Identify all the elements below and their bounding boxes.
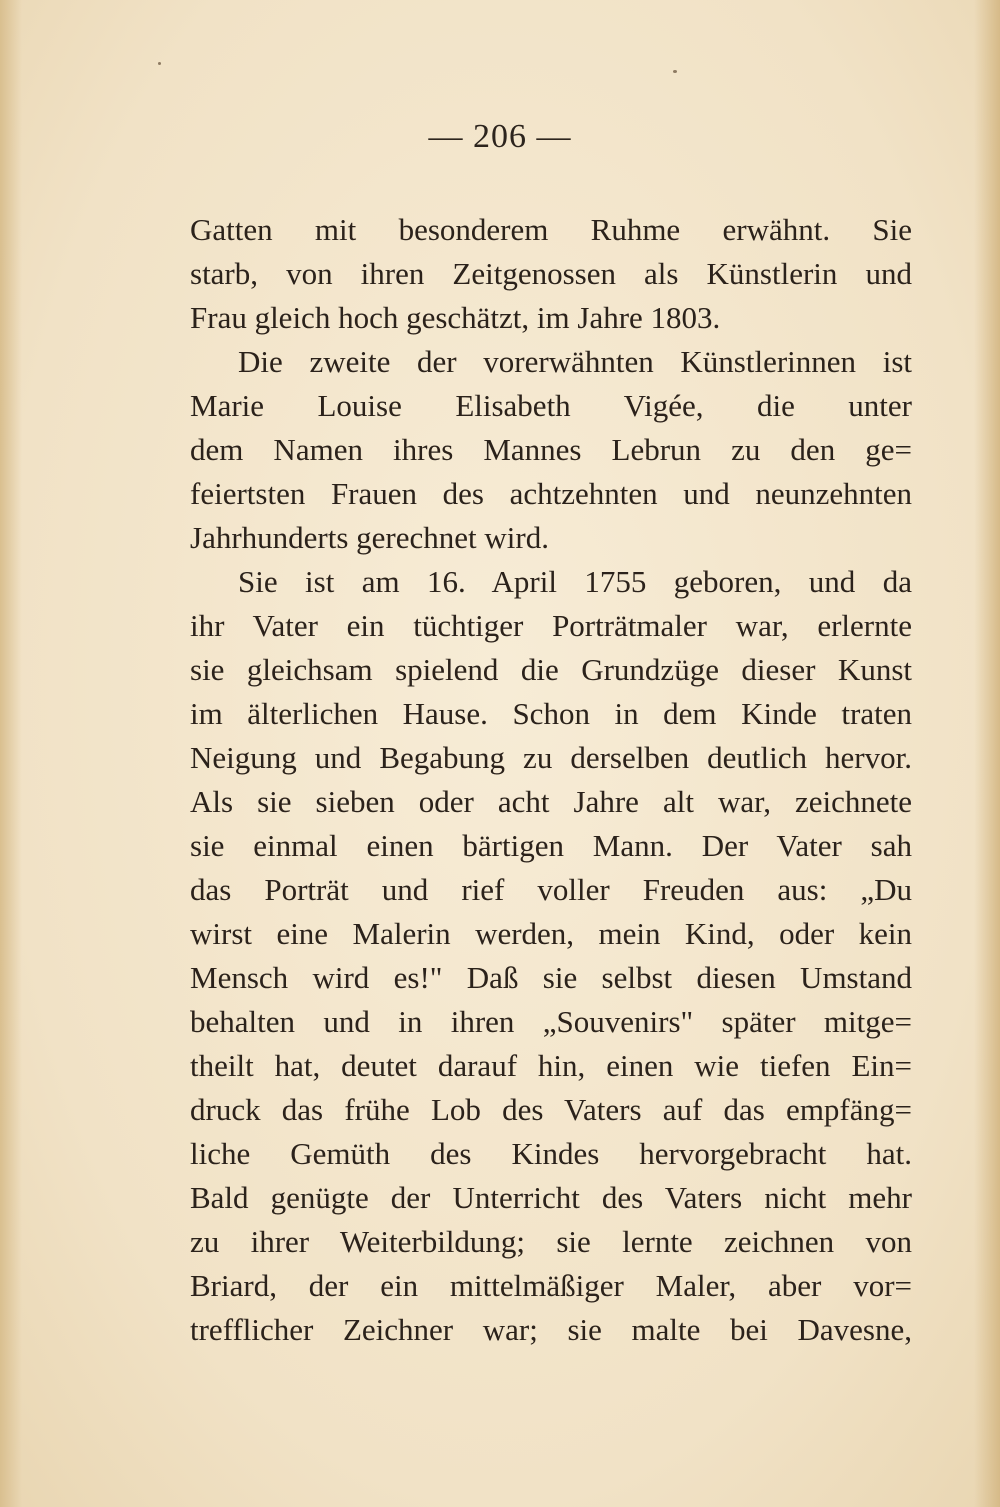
page-number: — 206 — [428,118,572,155]
text-line: Briard, der ein mittelmäßiger Maler, aber vor= [190,1268,912,1303]
text-line: das Porträt und rief voller Freuden aus: „Du [190,872,912,907]
text-line: im älterlichen Hause. Schon in dem Kinde traten [190,696,912,731]
text-line: dem Namen ihres Mannes Lebrun zu den ge= [190,432,912,467]
text-line: ihr Vater ein tüchtiger Porträtmaler war, erlernte [190,608,912,643]
paper-speck [158,62,161,65]
text-line: Jahrhunderts gerechnet wird. [190,520,549,555]
text-line: wirst eine Malerin werden, mein Kind, oder kein [190,916,912,951]
text-line: Frau gleich hoch geschätzt, im Jahre 1803. [190,300,721,335]
text-line: Mensch wird es!" Daß sie selbst diesen Umstand [190,960,912,995]
text-line: liche Gemüth des Kindes hervorgebracht hat. [190,1136,912,1171]
text-line: Die zweite der vorerwähnten Künstlerinnen ist [238,344,912,379]
text-line: Gatten mit besonderem Ruhme erwähnt. Sie [190,212,912,247]
text-line: Sie ist am 16. April 1755 geboren, und da [238,564,912,599]
text-line: Neigung und Begabung zu derselben deutlich hervor. [190,740,912,775]
text-line: theilt hat, deutet darauf hin, einen wie tiefen Ein= [190,1048,912,1083]
paper-speck [673,70,677,73]
text-line: feiertsten Frauen des achtzehnten und neunzehnten [190,476,912,511]
body-text [190,208,912,1352]
text-line: zu ihrer Weiterbildung; sie lernte zeichnen von [190,1224,912,1259]
text-line: druck das frühe Lob des Vaters auf das empfäng= [190,1092,912,1127]
page-edge-right [974,0,1000,1507]
text-line: sie einmal einen bärtigen Mann. Der Vater sah [190,828,912,863]
text-line: Marie Louise Elisabeth Vigée, die unter [190,388,912,423]
text-line: Bald genügte der Unterricht des Vaters nicht mehr [190,1180,912,1215]
text-line: trefflicher Zeichner war; sie malte bei Davesne, [190,1312,912,1347]
text-line: sie gleichsam spielend die Grundzüge dieser Kunst [190,652,912,687]
text-line: starb, von ihren Zeitgenossen als Künstlerin und [190,256,912,291]
text-line: behalten und in ihren „Souvenirs" später mitge= [190,1004,912,1039]
page-edge-left [0,0,22,1507]
text-line: Als sie sieben oder acht Jahre alt war, zeichnete [190,784,912,819]
